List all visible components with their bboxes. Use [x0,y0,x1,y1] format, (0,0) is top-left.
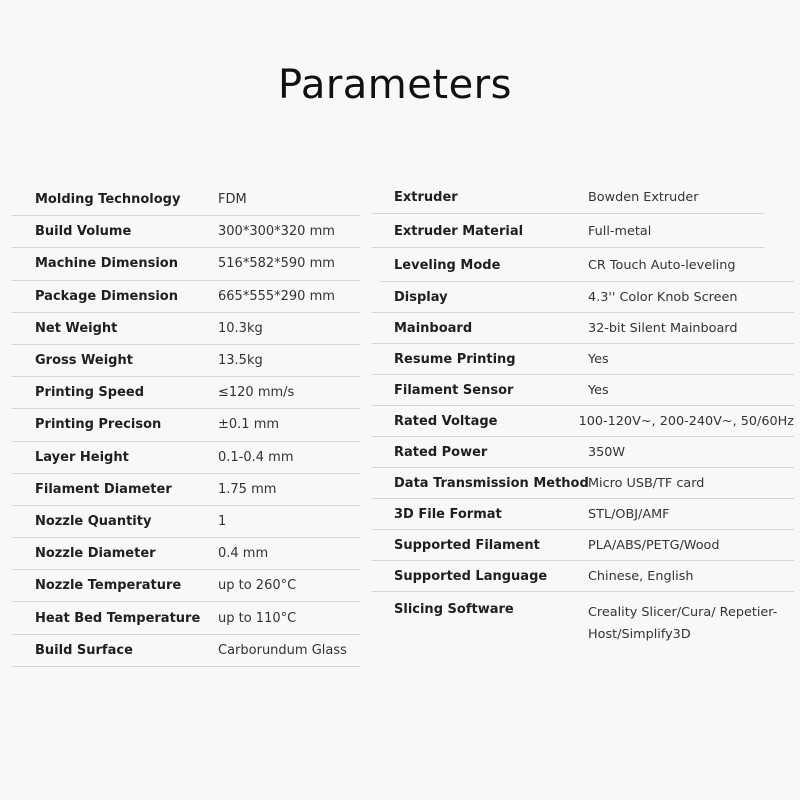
param-label: Data Transmission Method [394,475,589,491]
param-value: STL/OBJ/AMF [588,506,670,522]
param-value: Micro USB/TF card [588,475,705,491]
param-value: Yes [588,351,609,367]
param-row-rated-voltage [372,406,794,437]
param-row-nozzle-temperature [12,570,360,602]
param-label: Heat Bed Temperature [35,610,201,626]
param-value: ≤120 mm/s [218,385,295,401]
param-value: CR Touch Auto-leveling [588,257,736,273]
param-value: 0.4 mm [218,546,269,562]
param-label: 3D File Format [394,506,502,522]
param-row-printing-speed [12,377,360,409]
param-row-mainboard [372,313,794,344]
param-label: Rated Power [394,444,488,460]
param-row-supported-filament [372,530,794,561]
param-value: 300*300*320 mm [218,224,335,240]
param-label: Leveling Mode [394,257,501,273]
param-value: 4.3'' Color Knob Screen [588,289,738,305]
param-row-extruder-material [372,214,794,248]
param-label: Layer Height [35,449,129,465]
param-row-machine-dimension [12,248,360,280]
param-value: up to 110°C [218,610,297,626]
param-row-molding-technology [12,184,360,216]
param-label: Build Surface [35,642,133,658]
param-label: Extruder Material [394,223,524,239]
param-row-data-transmission-method [372,468,794,499]
param-label: Nozzle Diameter [35,546,156,562]
page-title: Parameters [278,62,512,108]
param-label: Supported Filament [394,537,540,553]
param-label: Gross Weight [35,353,133,369]
right-parameters-table [372,180,794,646]
param-value: 32-bit Silent Mainboard [588,320,738,336]
param-value: Creality Slicer/Cura/ Repetier-Host/Simplify3D [588,605,778,642]
param-label: Molding Technology [35,192,181,208]
param-value: Full-metal [588,223,652,239]
param-label: Nozzle Temperature [35,578,182,594]
param-label: Printing Precison [35,417,162,433]
param-row-net-weight [12,313,360,345]
param-row-supported-language [372,561,794,592]
param-label: Display [394,289,448,305]
param-label: Extruder [394,189,458,205]
param-label: Nozzle Quantity [35,513,152,529]
param-value: 13.5kg [218,353,263,369]
param-value: Bowden Extruder [588,189,699,205]
param-label: Machine Dimension [35,256,178,272]
param-row-slicing-software [372,592,794,646]
param-value: up to 260°C [218,578,297,594]
param-label: Printing Speed [35,385,145,401]
param-label: Mainboard [394,320,473,336]
param-value: 100-120V~, 200-240V~, 50/60Hz [578,413,794,429]
param-label: Rated Voltage [394,413,498,429]
param-row-gross-weight [12,345,360,377]
param-label: Net Weight [35,320,118,336]
param-value: 665*555*290 mm [218,288,335,304]
param-label: Filament Sensor [394,382,514,398]
param-value: ±0.1 mm [218,417,280,433]
param-value: 516*582*590 mm [218,256,335,272]
param-label: Resume Printing [394,351,516,367]
param-label: Build Volume [35,224,132,240]
param-value: Chinese, English [588,568,694,584]
param-row-3d-file-format [372,499,794,530]
param-label: Package Dimension [35,288,178,304]
param-value: 350W [588,444,626,460]
param-value: 1.75 mm [218,481,277,497]
param-value: Yes [588,382,609,398]
param-value: FDM [218,192,247,208]
param-row-resume-printing [372,344,794,375]
param-label: Supported Language [394,568,548,584]
param-label: Filament Diameter [35,481,172,497]
param-row-build-volume [12,216,360,248]
param-row-layer-height [12,442,360,474]
left-parameters-table [12,184,360,667]
param-value: 1 [218,513,227,529]
param-row-filament-sensor [372,375,794,406]
param-row-extruder [372,180,794,214]
param-row-printing-precision [12,409,360,441]
param-row-filament-diameter [12,474,360,506]
param-value: Carborundum Glass [218,642,347,658]
param-row-nozzle-diameter [12,538,360,570]
param-row-leveling-mode [372,248,794,282]
param-value: 10.3kg [218,320,263,336]
param-row-heat-bed-temperature [12,602,360,634]
param-value: PLA/ABS/PETG/Wood [588,537,720,553]
param-row-nozzle-quantity [12,506,360,538]
param-row-rated-power [372,437,794,468]
param-label: Slicing Software [394,602,514,617]
param-row-package-dimension [12,281,360,313]
param-value: 0.1-0.4 mm [218,449,294,465]
param-row-display [372,282,794,313]
param-row-build-surface [12,635,360,667]
